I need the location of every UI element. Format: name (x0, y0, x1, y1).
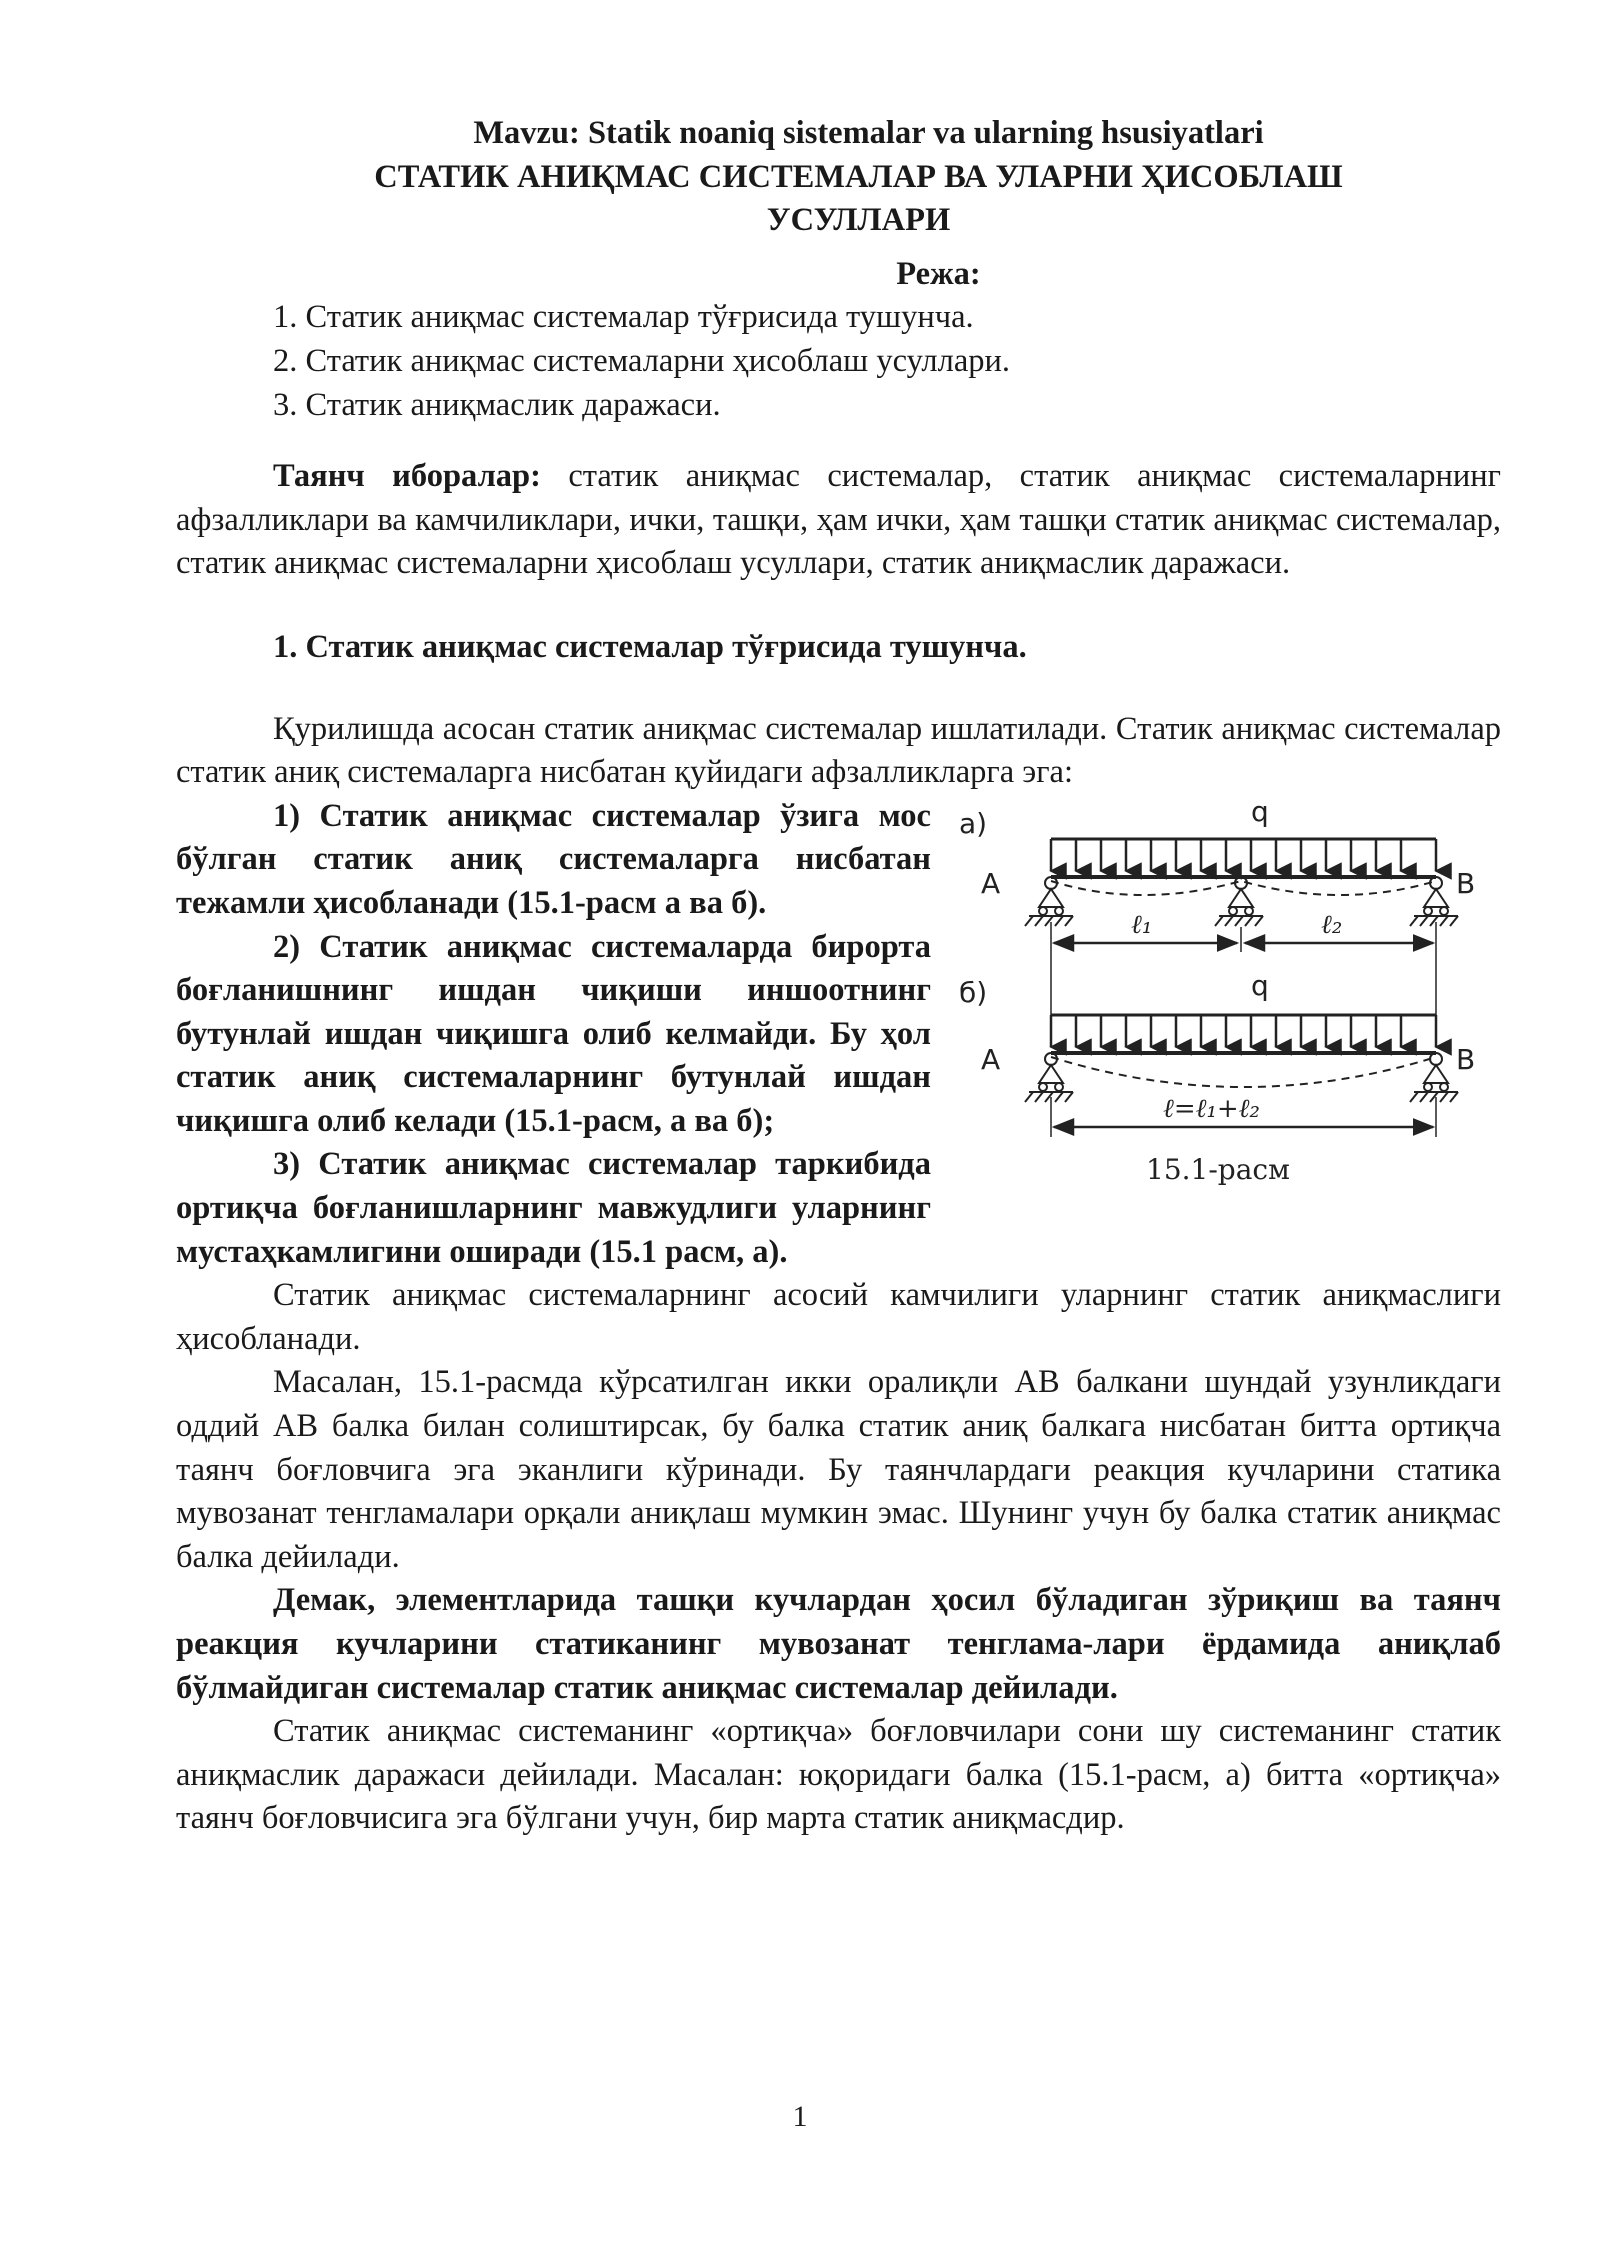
keywords-text: статик аниқмас системалар, статик аниқмас системаларнинг афзалликлари ва камчиликлари, ички, ташқи, ҳам ички, ҳам ташқи статик аниқмас системалар, статик аниқмас системаларни ҳисоблаш усуллари, статик аниқмаслик даражаси. (176, 458, 1501, 582)
drawback-paragraph: Статик аниқмас системаларнинг асосий камчилиги уларнинг статик аниқмаслиги ҳисобланади. (176, 1277, 1501, 1357)
support-a-middle (1215, 877, 1263, 926)
load-label-a: q (1251, 796, 1269, 828)
advantage-point-1: 1) Статик аниқмас системалар ўзига мос бўлган статик аниқ системаларга нисбатан тежамли ҳисобланади (15.1-расм а ва б). (176, 797, 931, 921)
figure-label-b: б) (959, 975, 988, 1009)
section-heading: 1. Статик аниқмас системалар тўғрисида тушунча. (273, 628, 1027, 665)
beam-b (959, 969, 1475, 1137)
plan-item-2: 2. Статик аниқмас системаларни ҳисоблаш усуллари. (273, 342, 1011, 379)
plan-item-1: 1. Статик аниқмас системалар тўғрисида тушунча. (273, 299, 974, 336)
document-page (176, 112, 1501, 1841)
support-a-right (1410, 877, 1458, 926)
example-paragraph: Масалан, 15.1-расмда кўрсатилган икки оралиқли АВ балкани шундай узунликдаги оддий АВ балка билан солиштирсак, бу балка статик аниқ балкага нисбатан битта ортиқча таянч боғловчига эга эканлиги кўринади. Бу таянчлардаги реакция кучларини статика мувозанат тенгламалари орқали аниқлаш мумкин эмас. Шунинг учун бу балка статик аниқмас балка дейилади. (176, 1364, 1501, 1575)
load-label-b: q (1251, 968, 1269, 1002)
plan-heading: Режа: (896, 255, 981, 292)
intro-paragraph: Қурилишда асосан статик аниқмас системалар ишлатилади. Статик аниқмас системалар статик аниқ системаларга нисбатан қуйидаги афзалликларга эга: (176, 710, 1501, 791)
support-b-right (1410, 1053, 1458, 1102)
span-label-total: ℓ=ℓ₁+ℓ₂ (1163, 1093, 1260, 1124)
title-latin: Mavzu: Statik noaniq sistemalar va ularning hsusiyatlari (473, 115, 1264, 151)
plan-list (176, 296, 1501, 427)
title-cyrillic-line-1: СТАТИК АНИҚМАС СИСТЕМАЛАР ВА УЛАРНИ ҲИСОБЛАШ (374, 158, 1343, 195)
span-label-2: ℓ₂ (1321, 909, 1343, 940)
beam-figure (951, 797, 1501, 1209)
beam-diagram (951, 797, 1501, 1209)
advantage-point-3: 3) Статик аниқмас системалар таркибида ортиқча боғланишларнинг мавжудлиги уларнинг мустаҳкамлигини оширади (15.1 расм, а). (176, 1146, 931, 1270)
page-number: 1 (792, 2100, 808, 2133)
support-label-a-right: B (1456, 866, 1476, 900)
support-label-a-left: A (981, 866, 1001, 900)
keywords-paragraph (176, 455, 1501, 586)
advantage-point-2: 2) Статик аниқмас системаларда бирорта боғланишнинг ишдан чиқиши иншоотнинг бутунлай ишдан чиқишга олиб келмайди. Бу ҳол статик аниқ системаларнинг бутунлай ишдан чиқишга олиб келади (15.1-расм, а ва б); (176, 928, 931, 1139)
degree-paragraph: Статик аниқмас системанинг «ортиқча» боғловчилари сони шу системанинг статик аниқмаслик даражаси дейилади. Масалан: юқоридаги балка (15.1-расм, а) битта «ортиқча» таянч боғловчисига эга бўлгани учун, бир марта статик аниқмасдир. (176, 1713, 1501, 1837)
definition-paragraph: Демак, элементларида ташқи кучлардан ҳосил бўладиган зўриқиш ва таянч реакция кучларини статиканинг мувозанат тенглама-лари ёрдамида аниқлаб бўлмайдиган системалар статик аниқмас системалар дейилади. (176, 1582, 1501, 1706)
plan-item-3: 3. Статик аниқмаслик даражаси. (273, 386, 721, 423)
keywords-label: Таянч иборалар: (273, 458, 541, 495)
support-b-left (1025, 1053, 1073, 1102)
figure-label-a: а) (959, 806, 988, 840)
figure-caption: 15.1-расм (1146, 1152, 1290, 1186)
support-label-b-right: B (1456, 1042, 1476, 1076)
beam-a (959, 797, 1475, 1037)
support-label-b-left: A (981, 1042, 1001, 1076)
title-cyrillic-line-2: УСУЛЛАРИ (766, 202, 951, 239)
span-label-1: ℓ₁ (1131, 909, 1153, 940)
